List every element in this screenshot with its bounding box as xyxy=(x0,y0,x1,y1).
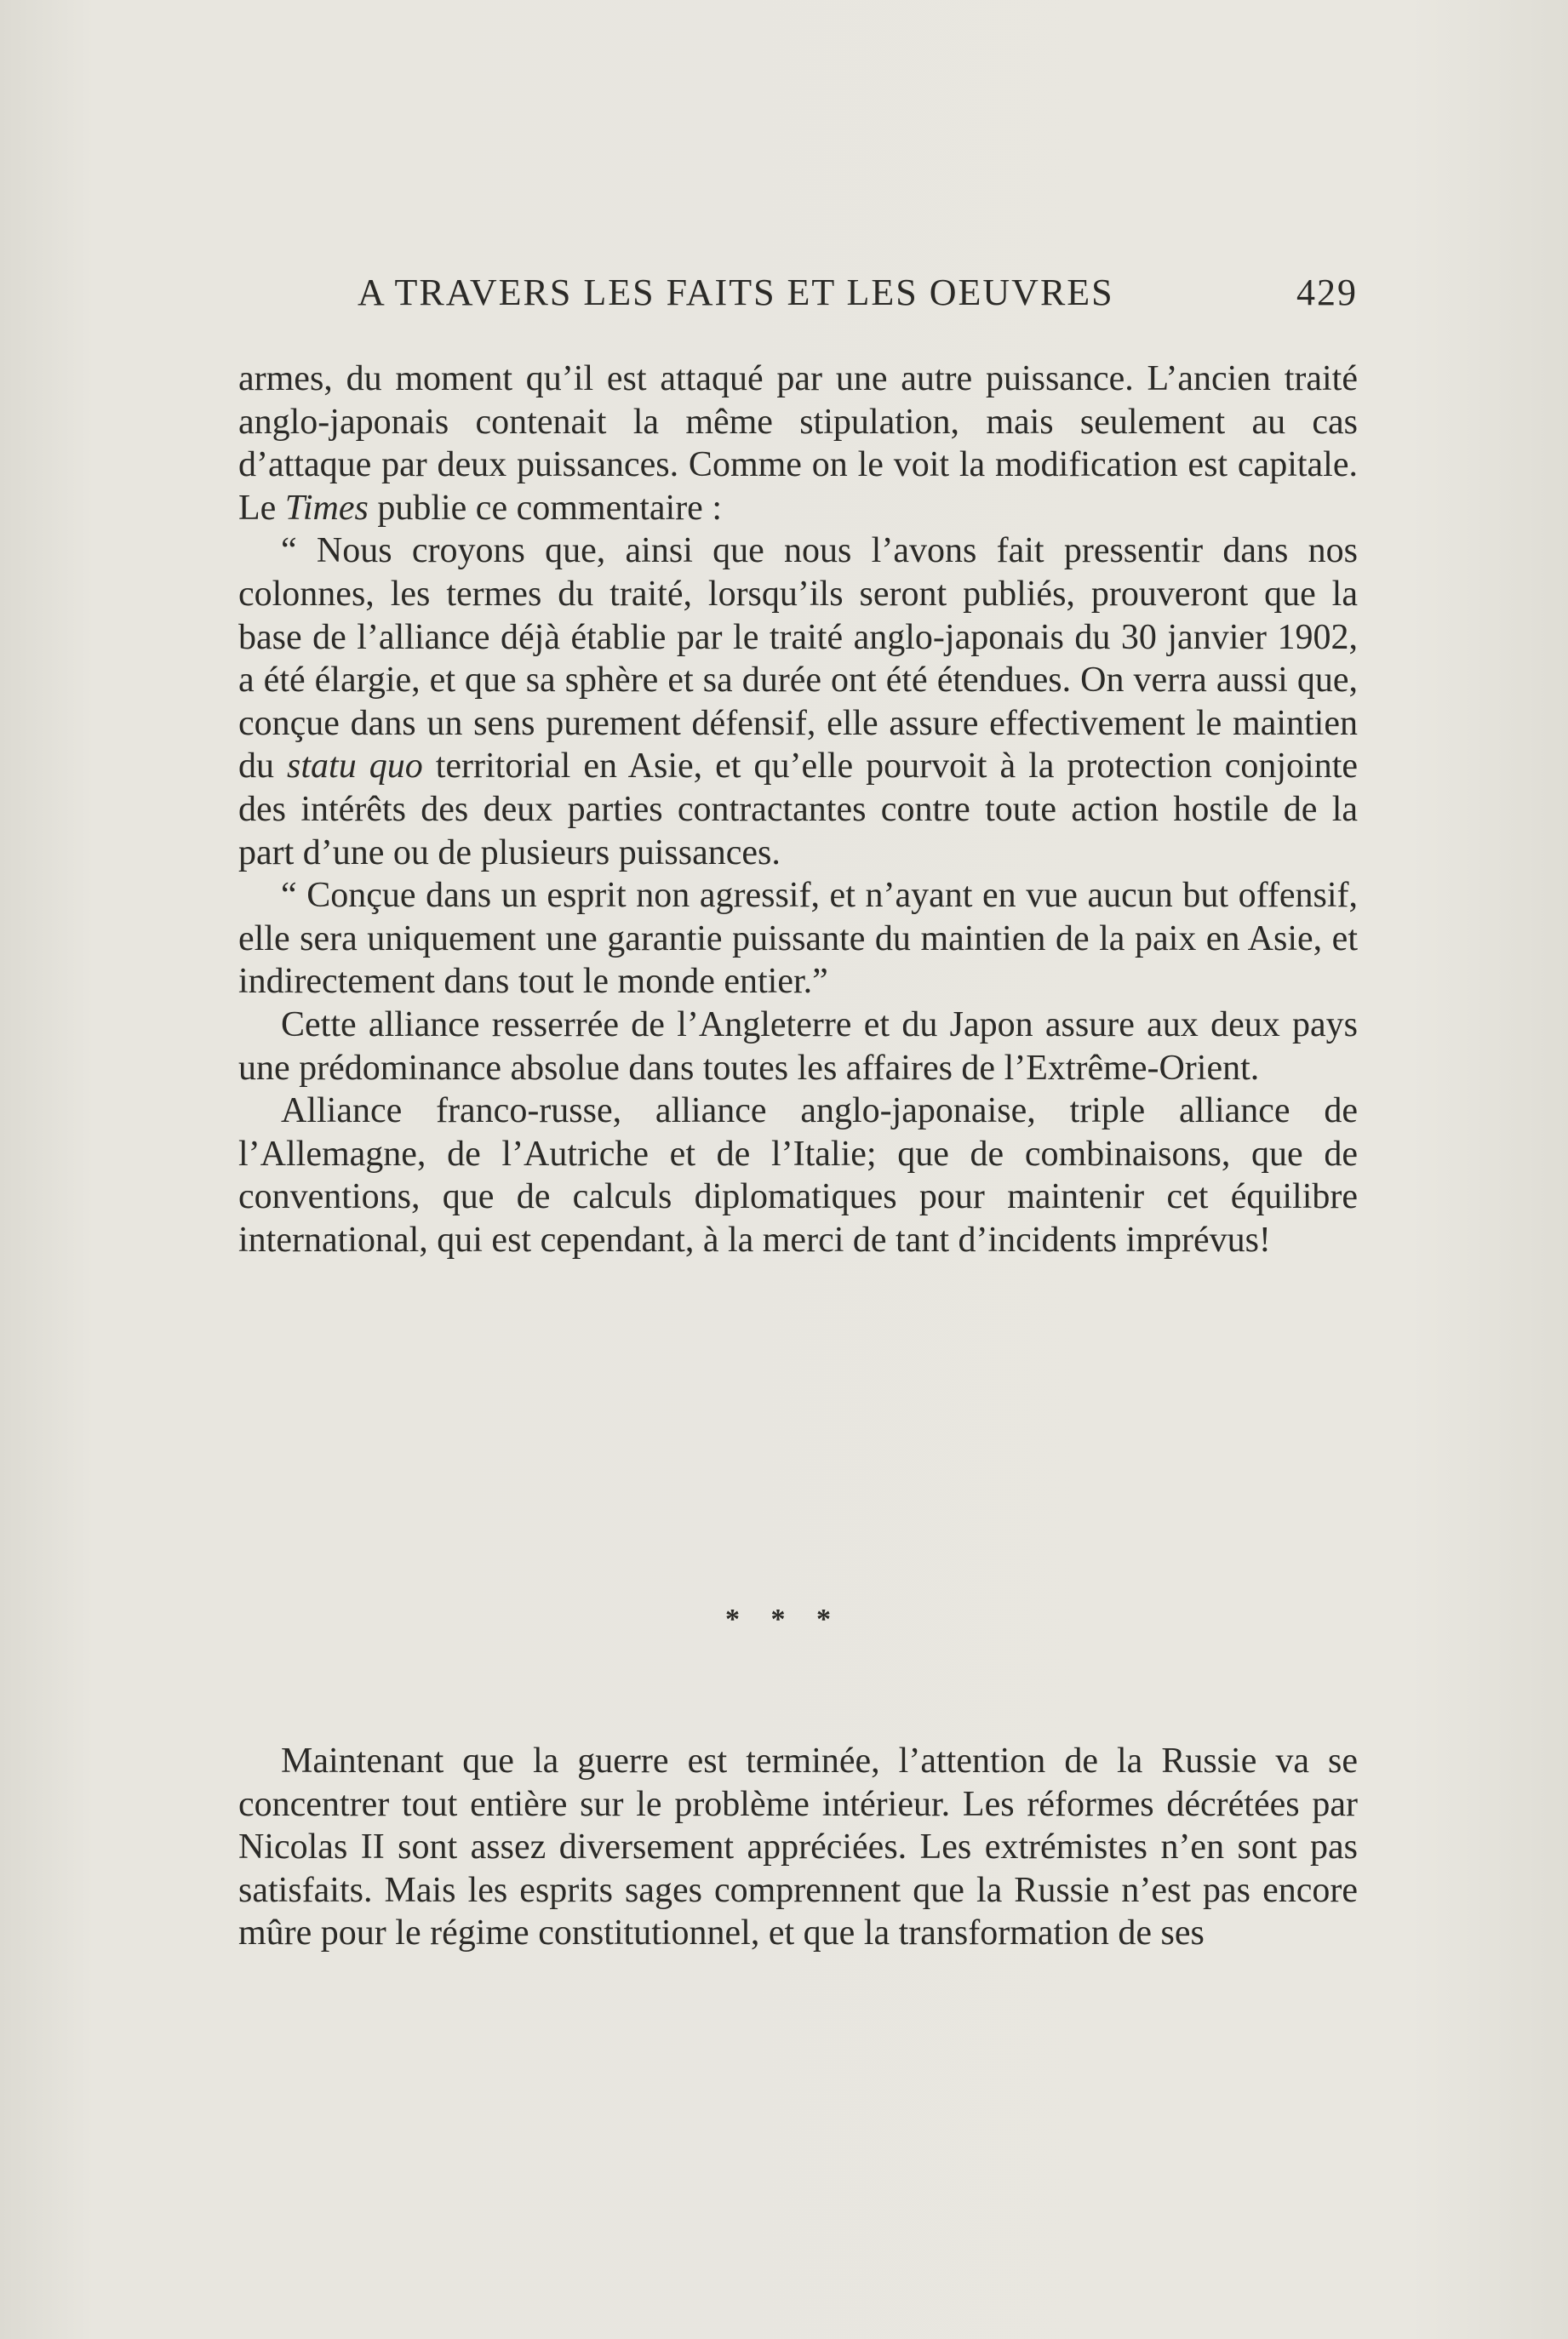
paragraph-6: Maintenant que la guerre est terminée, l’attention de la Russie va se concentrer tout entière sur le problème intérieur. Les réformes décrétées par Nicolas II sont assez diversement appréciées. Les extrémistes n’en sont pas satisfaits. Mais les esprits sages comprennent que la Russie n’est pas encore mûre pour le régime constitutionnel, et que la transformation de ses xyxy=(238,1741,1358,1953)
page-number: 429 xyxy=(1296,272,1358,313)
paragraph-1: armes, du moment qu’il est attaqué par une autre puissance. L’ancien traité anglo-japonais contenait la même stipulation, mais seulement au cas d’attaque par deux puissances. Comme on le voit la modification est capitale. Le Times publie ce commentaire : xyxy=(238,359,1358,528)
running-title: A TRAVERS LES FAITS ET LES OEUVRES xyxy=(358,272,1114,313)
body-text xyxy=(238,357,1358,1261)
body-text-continued xyxy=(238,1740,1358,1955)
paragraph-3: “ Conçue dans un esprit non agressif, et n’ayant en vue aucun but offensif, elle sera uniquement une garantie puissante du maintien de la paix en Asie, et indirectement dans tout le monde entier.” xyxy=(238,876,1358,1002)
paragraph-4: Cette alliance resserrée de l’Angleterre et du Japon assure aux deux pays une prédominance absolue dans toutes les affaires de l’Extrême-Orient. xyxy=(238,1004,1358,1088)
running-header xyxy=(358,271,1358,313)
section-separator: * * * xyxy=(725,1604,843,1635)
paragraph-5: Alliance franco-russe, alliance anglo-japonaise, triple alliance de l’Allemagne, de l’Autriche et de l’Italie; que de combinaisons, que de conventions, que de calculs diplomatiques pour maintenir cet équilibre international, qui est cependant, à la merci de tant d’incidents imprévus! xyxy=(238,1091,1358,1260)
italic-statu-quo: statu quo xyxy=(287,746,423,786)
italic-times: Times xyxy=(284,488,369,528)
paragraph-2: “ Nous croyons que, ainsi que nous l’avons fait pressentir dans nos colonnes, les termes du traité, lorsqu’ils seront publiés, prouveront que la base de l’alliance déjà établie par le traité anglo-japonais du 30 janvier 1902, a été élargie, et que sa sphère et sa durée ont été étendues. On verra aussi que, conçue dans un sens purement défensif, elle assure effectivement le maintien du statu quo territorial en Asie, et qu’elle pourvoit à la protection conjointe des intérêts des deux parties contractantes contre toute action hostile de la part d’une ou de plusieurs puissances. xyxy=(238,531,1358,872)
